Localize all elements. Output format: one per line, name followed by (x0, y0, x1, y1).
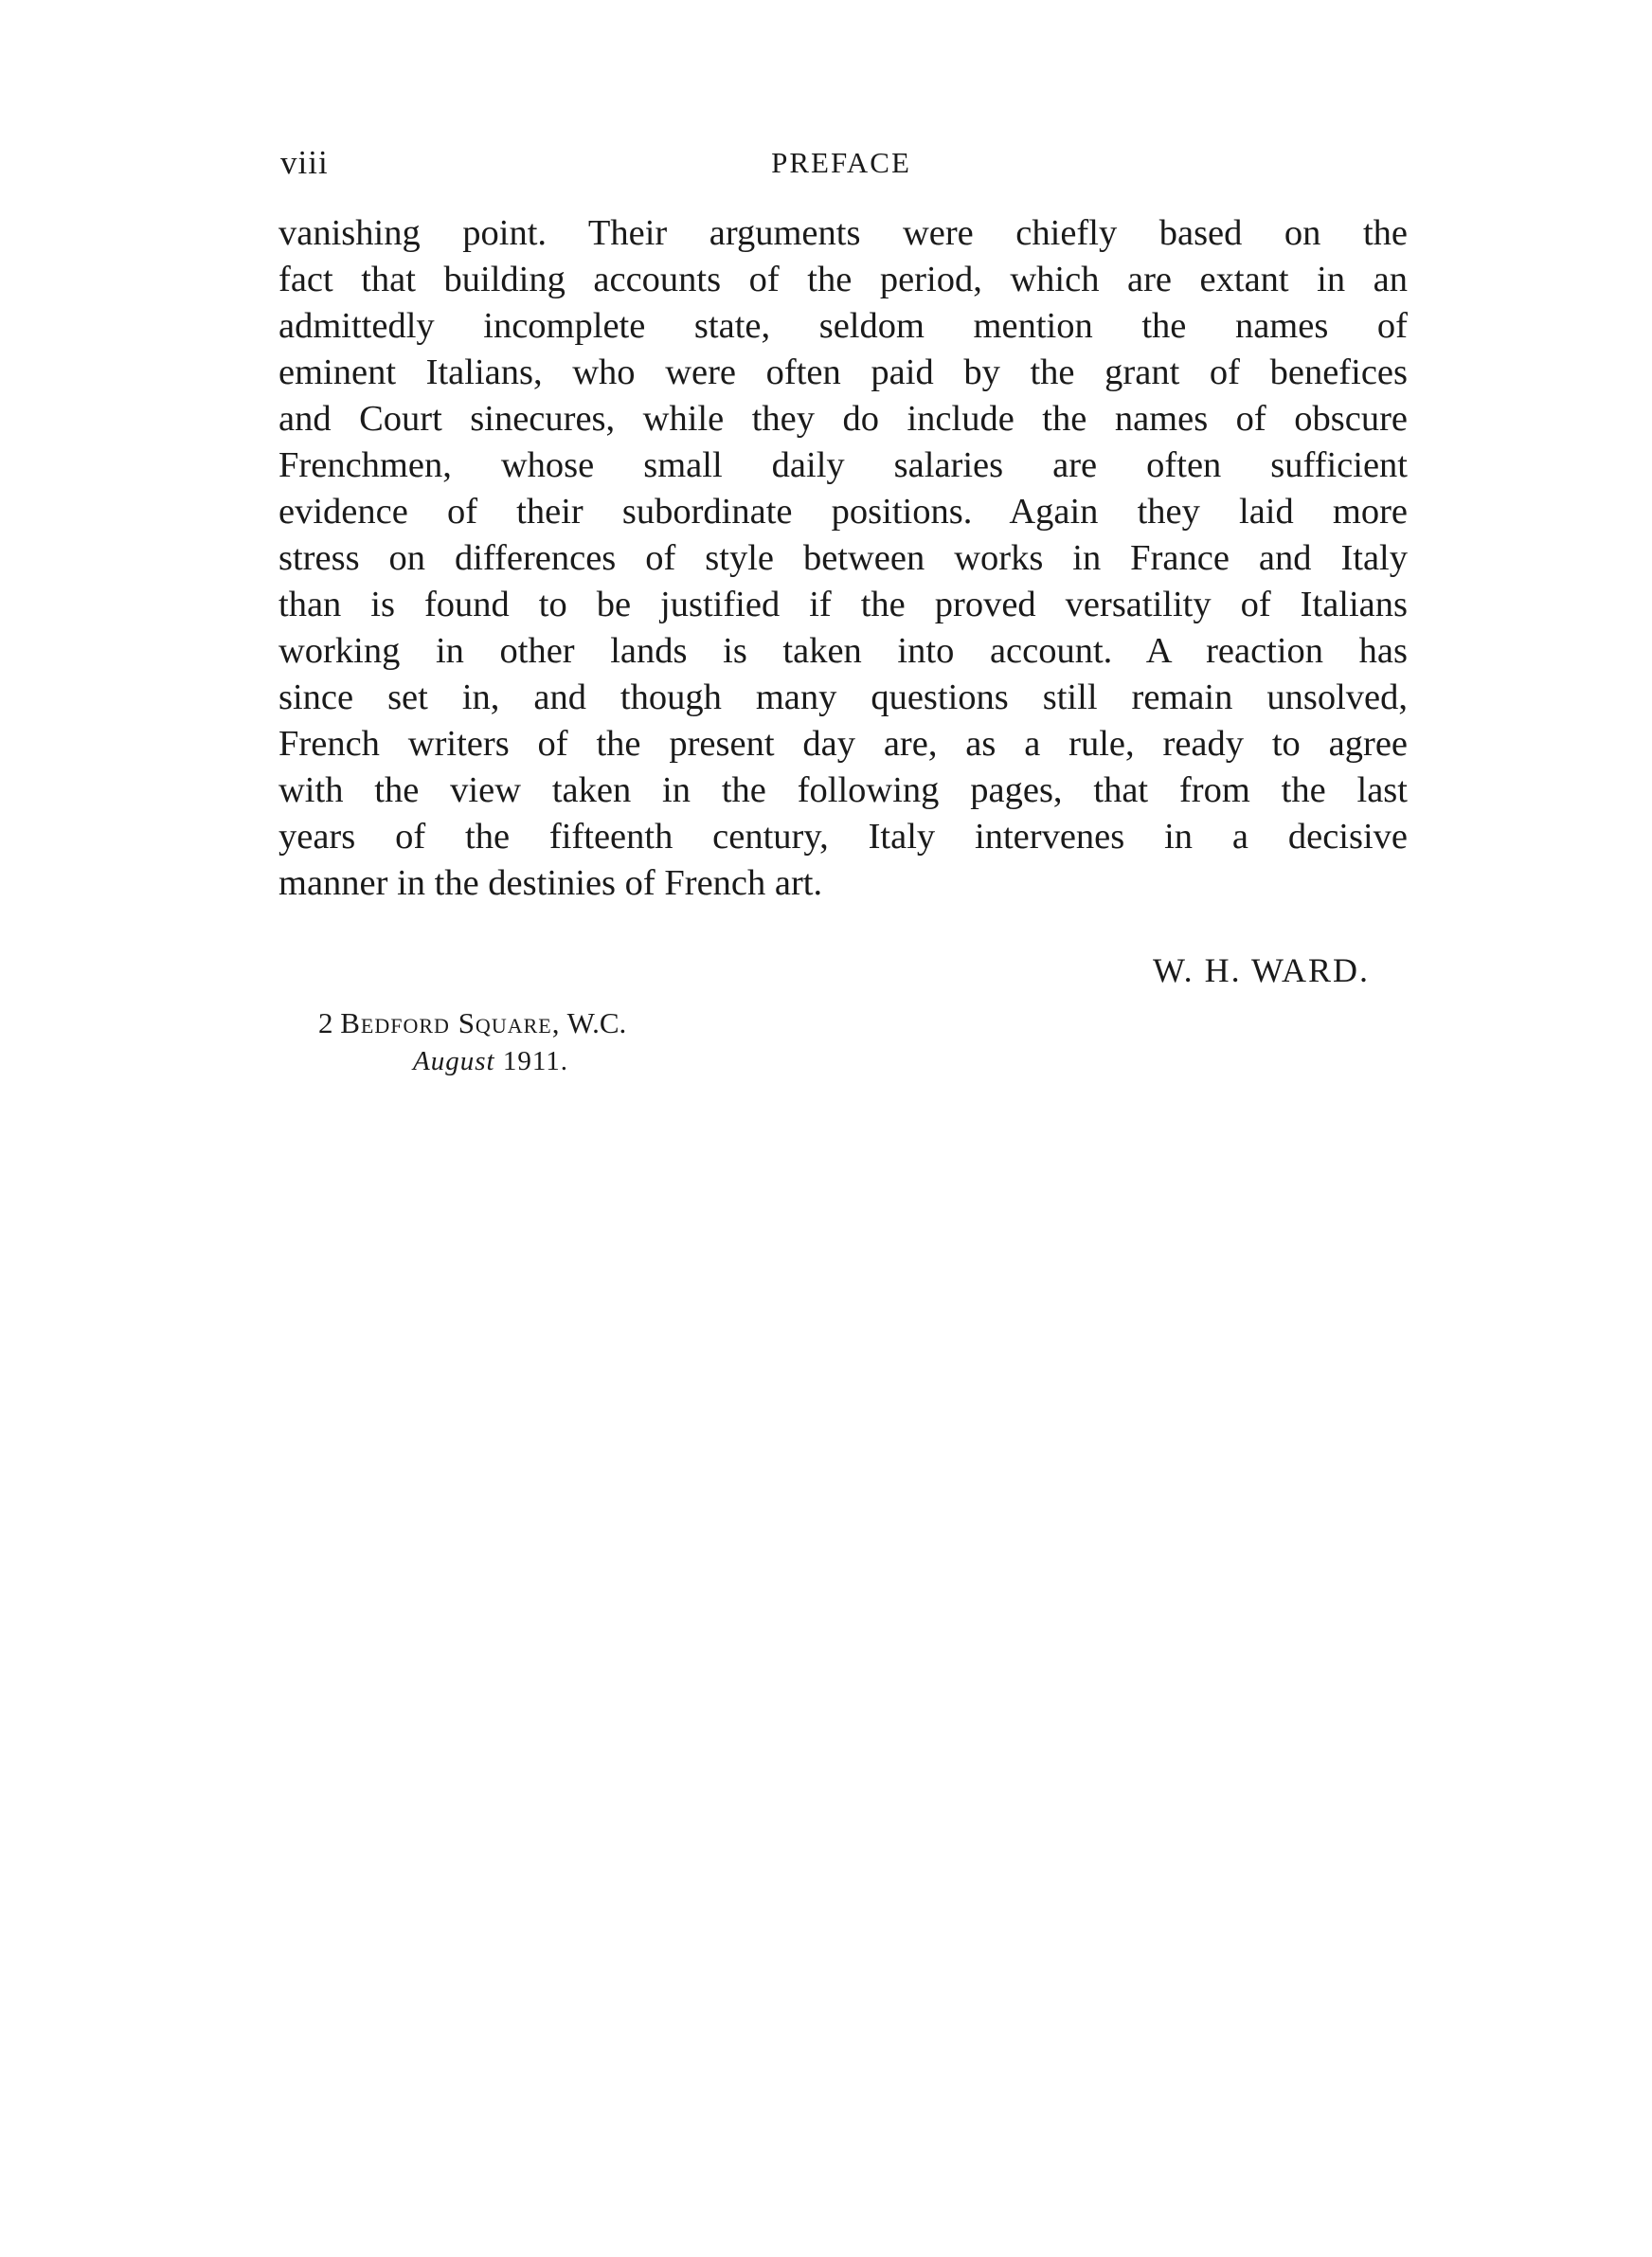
text-line: working in other lands is taken into account. A reaction has (278, 631, 1408, 671)
text-line: and Court sinecures, while they do include the names of obscure (278, 399, 1408, 439)
page-number: viii (280, 144, 329, 181)
preface-paragraph (278, 210, 1408, 907)
text-line: admittedly incomplete state, seldom mention the names of (278, 306, 1408, 346)
text-line: stress on differences of style between works in France and Italy (278, 538, 1408, 578)
text-line: fact that building accounts of the period, which are extant in an (278, 260, 1408, 299)
date-month: August (413, 1046, 495, 1076)
date-year: 1911. (502, 1046, 568, 1076)
running-title: PREFACE (771, 146, 911, 179)
text-line: eminent Italians, who were often paid by the grant of benefices (278, 352, 1408, 392)
address-district: W.C. (566, 1006, 627, 1039)
text-line-last: manner in the destinies of French art. (278, 863, 823, 903)
text-line: French writers of the present day are, as a rule, ready to agree (278, 724, 1408, 764)
preface-date (413, 1042, 568, 1080)
text-line: since set in, and though many questions still remain unsolved, (278, 677, 1408, 717)
address-number: 2 (318, 1006, 333, 1039)
text-line: vanishing point. Their arguments were chiefly based on the (278, 213, 1408, 253)
text-line: with the view taken in the following pages, that from the last (278, 770, 1408, 810)
text-line: Frenchmen, whose small daily salaries are often sufficient (278, 445, 1408, 485)
author-address (318, 1002, 626, 1044)
text-line: than is found to be justified if the proved versatility of Italians (278, 585, 1408, 624)
text-line: evidence of their subordinate positions. Again they laid more (278, 492, 1408, 532)
text-line: years of the fifteenth century, Italy intervenes in a decisive (278, 817, 1408, 857)
address-street: Bedford Square, (340, 1006, 561, 1039)
author-signature: W. H. WARD. (1152, 951, 1370, 989)
running-head (280, 140, 1402, 186)
